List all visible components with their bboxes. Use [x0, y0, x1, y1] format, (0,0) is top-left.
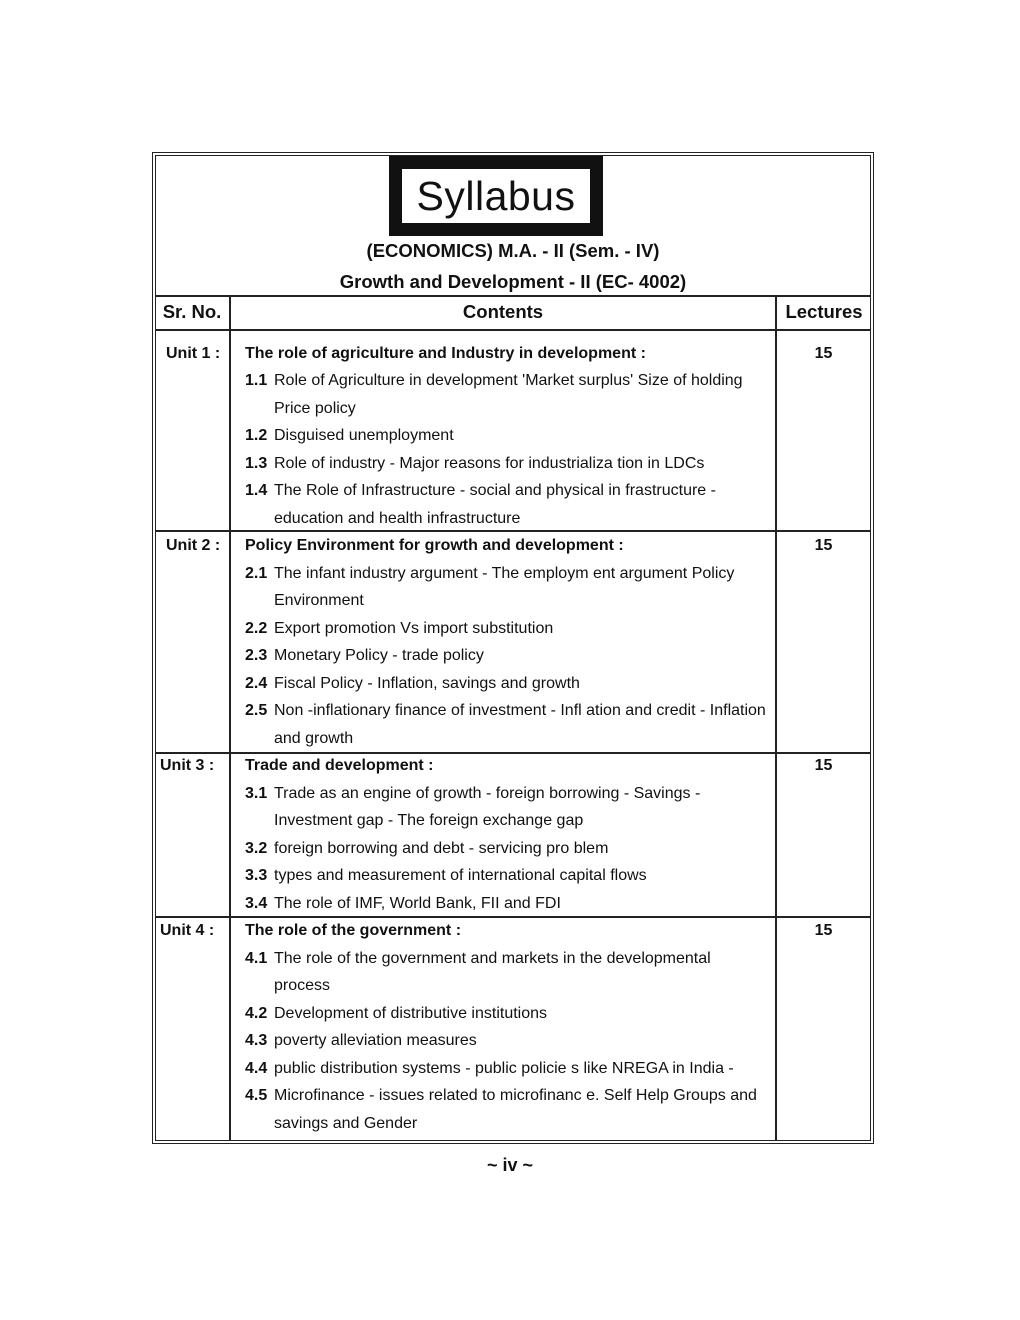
list-item: [245, 427, 454, 445]
header-srno: Sr. No.: [162, 301, 222, 322]
item-number: 4.5: [245, 1087, 268, 1104]
header-bottom-rule: [155, 329, 871, 331]
unit-title: Trade and development :: [245, 757, 434, 774]
item-number: 4.3: [245, 1032, 268, 1049]
item-continuation: process: [274, 977, 331, 994]
unit-label: Unit 2 :: [166, 537, 221, 554]
item-text: Monetary Policy - trade policy: [274, 647, 484, 664]
item-number: 2.5: [245, 702, 268, 719]
item-text: Trade as an engine of growth - foreign borrowing - Savings -: [274, 785, 701, 802]
row-divider-3: [155, 916, 871, 918]
item-text: Non -inflationary finance of investment - Infl ation and credit - Inflation: [274, 702, 766, 719]
item-number: 1.4: [245, 482, 268, 499]
unit-title: The role of agriculture and Industry in development :: [245, 345, 646, 362]
item-text: Fiscal Policy - Inflation, savings and growth: [274, 675, 580, 692]
row-divider-2: [155, 752, 871, 754]
item-number: 3.2: [245, 840, 268, 857]
page-title: Syllabus: [402, 169, 590, 223]
item-text: Role of Agriculture in development 'Market surplus' Size of holding: [274, 372, 743, 389]
item-text: The Role of Infrastructure - social and physical in frastructure -: [274, 482, 716, 499]
list-item: [245, 1087, 757, 1105]
item-number: 1.2: [245, 427, 268, 444]
header-contents: Contents: [462, 301, 544, 322]
lectures-count: 15: [814, 922, 833, 939]
header-top-rule: [155, 295, 871, 297]
unit-title: The role of the government :: [245, 922, 462, 939]
item-text: types and measurement of international capital flows: [274, 867, 647, 884]
item-number: 3.4: [245, 895, 268, 912]
item-number: 3.1: [245, 785, 268, 802]
item-text: public distribution systems - public policie s like NREGA in India -: [274, 1060, 734, 1077]
list-item: [245, 840, 608, 858]
list-item: [245, 785, 700, 803]
item-number: 4.2: [245, 1005, 268, 1022]
item-continuation: savings and Gender: [274, 1115, 418, 1132]
unit-label: Unit 1 :: [166, 345, 221, 362]
item-text: The infant industry argument - The employm ent argument Policy: [274, 565, 735, 582]
item-continuation: education and health infrastructure: [274, 510, 521, 527]
item-text: The role of IMF, World Bank, FII and FDI: [274, 895, 561, 912]
list-item: [245, 1060, 734, 1078]
unit-title: Policy Environment for growth and development :: [245, 537, 624, 554]
list-item: [245, 620, 553, 638]
page-number: ~ iv ~: [486, 1155, 534, 1175]
item-continuation: Investment gap - The foreign exchange gap: [274, 812, 584, 829]
list-item: [245, 895, 561, 913]
item-number: 2.4: [245, 675, 268, 692]
item-text: Export promotion Vs import substitution: [274, 620, 554, 637]
list-item: [245, 482, 716, 500]
item-text: Disguised unemployment: [274, 427, 454, 444]
item-number: 2.1: [245, 565, 268, 582]
paper-subtitle: Growth and Development - II (EC- 4002): [339, 271, 687, 292]
item-text: Role of industry - Major reasons for industrializa tion in LDCs: [274, 455, 705, 472]
list-item: [245, 950, 711, 968]
item-text: poverty alleviation measures: [274, 1032, 477, 1049]
list-item: [245, 1032, 477, 1050]
list-item: [245, 702, 766, 720]
item-number: 1.1: [245, 372, 268, 389]
course-subtitle: (ECONOMICS) M.A. - II (Sem. - IV): [366, 240, 660, 261]
list-item: [245, 565, 734, 583]
item-number: 4.4: [245, 1060, 268, 1077]
column-divider-1: [229, 295, 231, 1141]
row-divider-1: [155, 530, 871, 532]
item-number: 4.1: [245, 950, 268, 967]
item-continuation: and growth: [274, 730, 354, 747]
lectures-count: 15: [814, 537, 833, 554]
list-item: [245, 372, 743, 390]
unit-label: Unit 4 :: [160, 922, 215, 939]
list-item: [245, 1005, 547, 1023]
list-item: [245, 675, 580, 693]
item-continuation: Price policy: [274, 400, 356, 417]
item-number: 1.3: [245, 455, 268, 472]
lectures-count: 15: [814, 757, 833, 774]
column-divider-2: [775, 295, 777, 1141]
item-text: Microfinance - issues related to microfinanc e. Self Help Groups and: [274, 1087, 757, 1104]
item-number: 2.2: [245, 620, 268, 637]
lectures-count: 15: [814, 345, 833, 362]
item-text: The role of the government and markets in the developmental: [274, 950, 711, 967]
item-text: foreign borrowing and debt - servicing pro blem: [274, 840, 609, 857]
header-lectures: Lectures: [785, 301, 863, 322]
list-item: [245, 867, 647, 885]
unit-label: Unit 3 :: [160, 757, 215, 774]
item-number: 3.3: [245, 867, 268, 884]
list-item: [245, 455, 704, 473]
item-text: Development of distributive institutions: [274, 1005, 548, 1022]
item-number: 2.3: [245, 647, 268, 664]
item-continuation: Environment: [274, 592, 364, 609]
list-item: [245, 647, 484, 665]
